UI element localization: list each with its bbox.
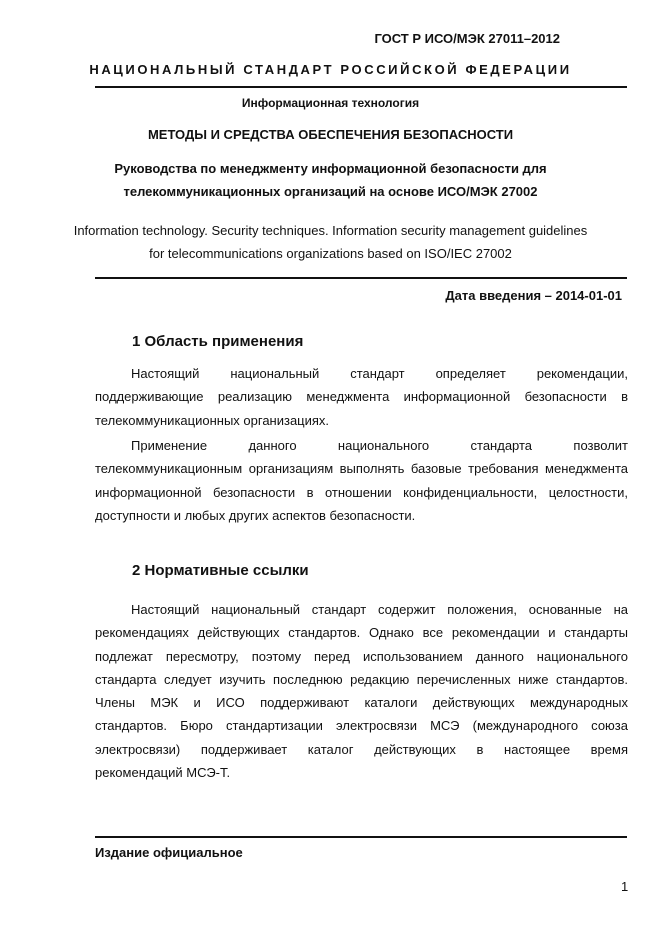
text-line: рекомендаций МСЭ-Т.	[95, 765, 231, 781]
text-line: поддерживающие реализацию менеджмента информационной безопасности в	[95, 389, 628, 405]
footer-rule	[95, 836, 627, 838]
text-line: Настоящий национальный стандарт содержит положения, основанные на	[131, 602, 628, 617]
english-title-line: Information technology. Security techniques. Information security management guidelines	[73, 223, 588, 238]
area-title: Информационная технология	[241, 96, 420, 110]
text-line: телекоммуникационных организациях.	[95, 412, 330, 428]
page-number: 1	[621, 879, 629, 894]
russian-subtitle-line: Руководства по менеджменту информационной безопасности для	[114, 161, 547, 176]
document-id: ГОСТ Р ИСО/МЭК 27011–2012	[374, 31, 560, 46]
introduction-date: Дата введения – 2014-01-01	[445, 288, 622, 303]
national-standard-heading: НАЦИОНАЛЬНЫЙ СТАНДАРТ РОССИЙСКОЙ ФЕДЕРАЦИИ	[89, 62, 572, 77]
russian-subtitle-line: телекоммуникационных организаций на основе ИСО/МЭК 27002	[123, 184, 538, 199]
text-line: электросвязи) поддерживает каталог действующих в настоящее время	[95, 741, 628, 757]
text-line: доступности и любых других аспектов безопасности.	[95, 507, 416, 523]
english-title	[0, 219, 661, 265]
text-line: стандарта следует изучить последнюю редакцию перечисленных ниже стандартов.	[95, 671, 628, 687]
russian-subtitle	[0, 157, 661, 203]
section-1-heading: 1 Область применения	[132, 333, 304, 350]
section-2-heading: 2 Нормативные ссылки	[132, 562, 309, 579]
text-line: Члены МЭК и ИСО поддерживают каталоги действующих международных	[95, 695, 628, 711]
text-line: телекоммуникационным организациям выполнять базовые требования менеджмента	[95, 461, 628, 477]
main-title: МЕТОДЫ И СРЕДСТВА ОБЕСПЕЧЕНИЯ БЕЗОПАСНОСТИ	[147, 127, 514, 142]
title-rule	[95, 277, 627, 279]
section-1-paragraph-1	[95, 362, 628, 432]
section-1-paragraph-2	[95, 434, 628, 527]
top-rule	[95, 86, 627, 88]
text-line: информационной безопасности в отношении конфиденциальности, целостности,	[95, 484, 628, 500]
section-2-paragraph-1	[95, 598, 628, 784]
text-line: Настоящий национальный стандарт определяет рекомендации,	[131, 366, 628, 381]
text-line: рекомендациях действующих стандартов. Однако все рекомендации и стандарты	[95, 625, 628, 641]
text-line: стандартов. Бюро стандартизации электросвязи МСЭ (международного союза	[95, 718, 628, 734]
english-title-line: for telecommunications organizations based on ISO/IEC 27002	[149, 246, 512, 261]
text-line: Применение данного национального стандарта позволит	[131, 438, 628, 453]
official-edition-label: Издание официальное	[95, 845, 243, 860]
text-line: подлежат пересмотру, поэтому перед использованием данного национального	[95, 648, 628, 664]
